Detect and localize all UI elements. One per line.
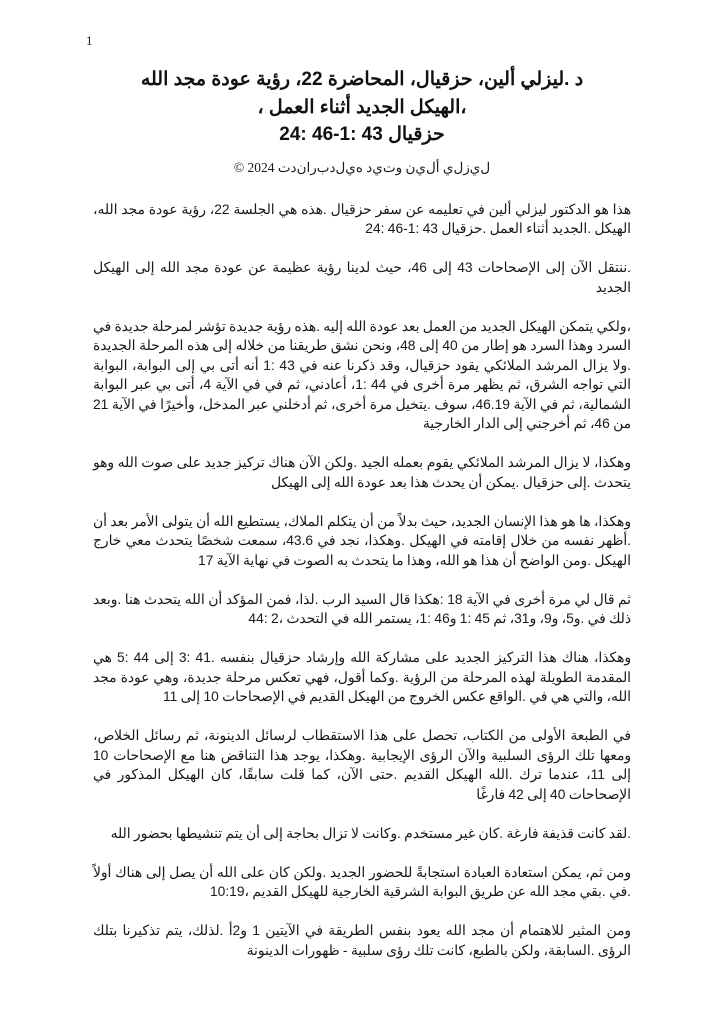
- title-line-2: ،الهيكل الجديد أثناء العمل ،: [257, 96, 467, 118]
- copyright-line: ل‌ي‌ز‌ل‌ي أ‌ل‌ي‌ن و‌ت‌ي‌د ه‌ي‌ل‌د‌ب‌ر‌ا‌ن‌د‌ت 2024 ©: [233, 159, 491, 175]
- paragraph: ،ولكي يتمكن الهيكل الجديد من العمل بعد عودة الله إليه .هذه رؤية جديدة تؤشر لمرحلة جديدة في السرد وهذا السرد هو إطار من 40 إلى 48، ونحن نشق طريقنا من خلاله إلى هذه المرحلة الجديدة .ولا يزال المرشد الملائكي يقود حزقيال، وقد ذكرنا عنه في 43 :1 أنه أتى بي إلى البوابة، البوابة التي تواجه الشرق، ثم يظهر مرة أخرى في 44 :1، أعادني، ثم في في الآية 4، أتى بي عبر البوابة الشمالية، ثم في الآية 46.19، سوف .يتخيل مرة أخرى، ثم أدخلني عبر المدخل، وأخيرًا في الآية 21 من 46، ثم أخرجني إلى الدار الخارجية: [93, 318, 632, 431]
- paragraph: ومن ثم، يمكن استعادة العبادة استجابةً للحضور الجديد .ولكن كان على الله أن يصل إلى هناك أولاً .في .بقي مجد الله عن طريق البوابة الشرقية الخارجية للهيكل القديم ،10:19: [93, 864, 631, 899]
- paragraph: ومن المثير للاهتمام أن مجد الله يعود بنفس الطريقة في الآيتين 1 و2أ .لذلك، يتم تذكيرنا بتلك الرؤى .السابقة، ولكن بالطبع، كانت تلك رؤى سلبية - ظهورات الدينونة: [93, 923, 631, 958]
- paragraph: في الطبعة الأولى من الكتاب، تحصل على هذا الاستقطاب لرسائل الدينونة، ثم رسائل الخلاص، ومعها تلك الرؤى السلبية والآن الرؤى الإيجابية .وهكذا، يوجد هذا التناقض هنا مع الإصحاحات 10 إلى 11، عندما ترك .الله الهيكل القديم .حتى الآن، كما قلت سابقًا، كان الهيكل المذكور في الإصحاحات 40 إلى 42 فارغًا: [93, 728, 631, 802]
- document-body: [93, 200, 631, 961]
- title-line-1: د .ليزلي ألين، حزقيال، المحاضرة 22، رؤية عودة مجد الله: [140, 69, 584, 90]
- document-title: [0, 66, 724, 149]
- paragraph: وهكذا، هناك هذا التركيز الجديد على مشاركة الله وإرشاد حزقيال بنفسه .41 :3 إلى 44 :5 هي المقدمة الطويلة لهذه المرحلة من الرؤية .وكما أقول، فهي تعكس مرحلة جديدة، وهي عودة مجد الله، والتي هي في .الواقع عكس الخروج من الهيكل القديم في الإصحاحات 10 إلى 11: [93, 650, 632, 704]
- paragraph: وهكذا، ها هو هذا الإنسان الجديد، حيث بدلاً من أن يتكلم الملاك، يستطيع الله أن يتولى الأمر بعد أن .أظهر نفسه من خلال إقامته في الهيكل .وهكذا، نجد في 43.6، سمعت شخصًا يتحدث معي خارج الهيكل .ومن الواضح أن هذا هو الله، وهذا ما يتحدث به الصوت في نهاية الآية 17: [93, 513, 631, 568]
- paragraph: وهكذا، لا يزال المرشد الملائكي يقوم بعمله الجيد .ولكن الآن هناك تركيز جديد على صوت الله وهو يتحدث .إلى حزقيال .يمكن أن يحدث هذا بعد عودة الله إلى الهيكل: [93, 455, 631, 490]
- page-number: 1: [86, 33, 93, 48]
- paragraph: ثم قال لي مرة أخرى في الآية 18 :هكذا قال السيد الرب .لذا، فمن المؤكد أن الله يتحدث هنا .وبعد ذلك في .و5، و9، و31، ثم 45 :1 و46 :1، يستمر الله في التحدث ،2 :44: [93, 591, 632, 626]
- paragraph: هذا هو الدكتور ليزلي ألين في تعليمه عن سفر حزقيال .هذه هي الجلسة 22، رؤية عودة مجد الله، الهيكل .الجديد أثناء العمل .حزقيال 43 :1‏-46 :24: [93, 201, 631, 236]
- document-header: [0, 0, 724, 176]
- paragraph: .لقد كانت قذيفة فارغة .كان غير مستخدم .وكانت لا تزال بحاجة إلى أن يتم تنشيطها بحضور الله: [110, 825, 631, 841]
- title-line-3: حزقيال 43 :1‏-46 :24: [279, 124, 445, 145]
- paragraph: .ننتقل الآن إلى الإصحاحات 43 إلى 46، حيث لدينا رؤية عظيمة عن عودة مجد الله إلى الهيكل الجديد: [93, 260, 632, 295]
